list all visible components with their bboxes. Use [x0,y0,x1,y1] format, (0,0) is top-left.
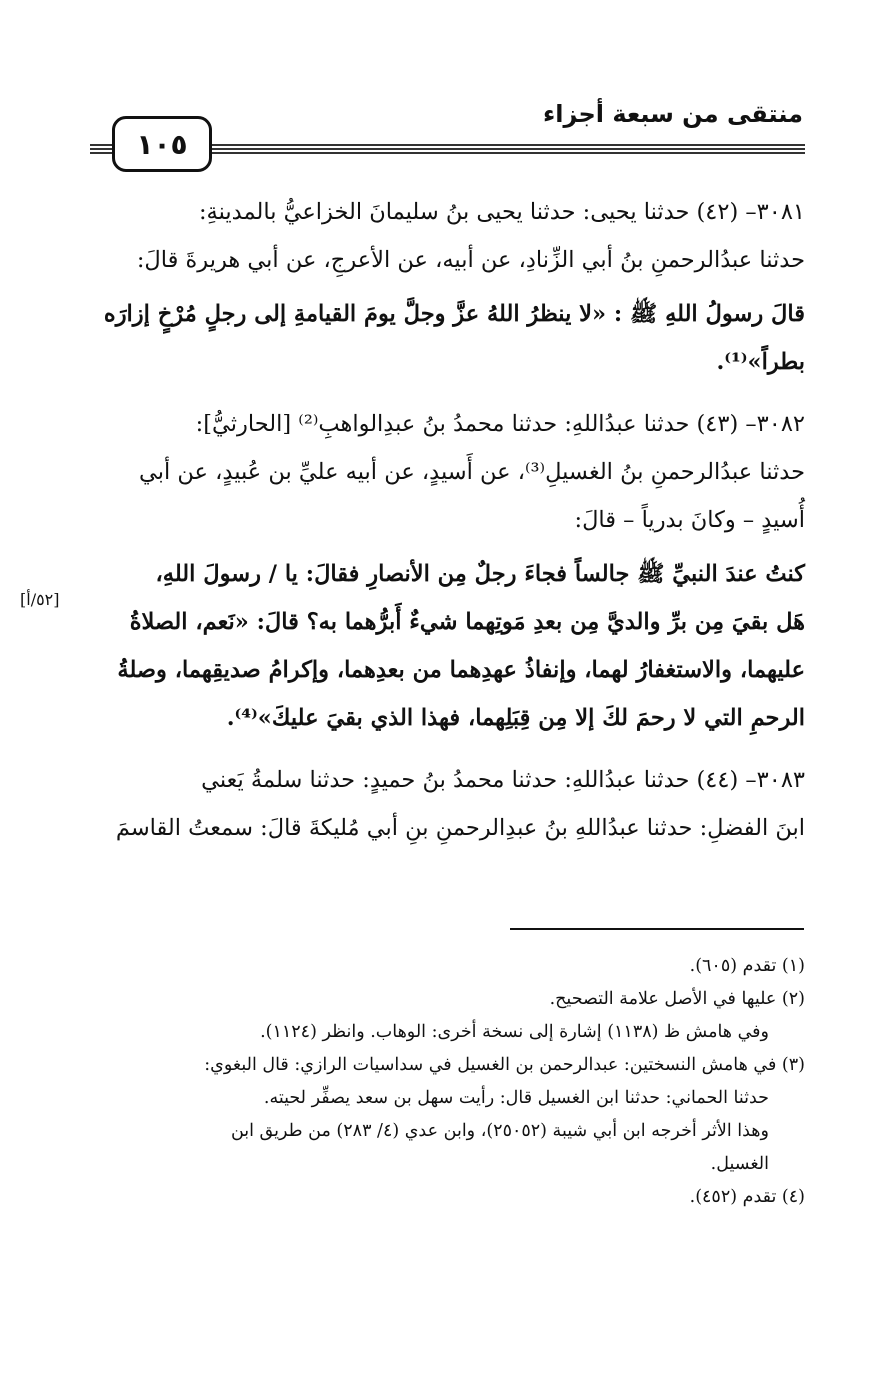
text-line: ٣٠٨٢– (٤٣) حدثنا عبدُاللهِ: حدثنا محمدُ بنُ عبدِالواهبِ⁽²⁾ [الحارثيُّ]: [195,411,805,437]
hadith-3081-matn [92,290,805,386]
footnote-4: (٤) تقدم (٤٥٢). [689,1187,805,1207]
footnote-2-continuation: وفي هامش ظ (١١٣٨) إشارة إلى نسخة أخرى: الوهاب. وانظر (١١٢٤). [260,1022,769,1042]
footnote-separator [510,928,804,930]
text-line: أُسيدٍ – وكانَ بدرياً – قالَ: [574,507,805,533]
footnote-3-continuation: وهذا الأثر أخرجه ابن أبي شيبة (٢٥٠٥٢)، وابن عدي (٤/ ٢٨٣) من طريق ابن [230,1121,769,1141]
text-line: كنتُ عندَ النبيِّ ﷺ جالساً فجاءَ رجلٌ مِن الأنصارِ فقالَ: يا / رسولَ اللهِ، [155,561,805,587]
running-title: منتقى من سبعة أجزاء [543,100,803,128]
text-line: حدثنا عبدُالرحمنِ بنُ الغسيلِ⁽³⁾، عن أَسيدٍ، عن أبيه عليِّ بن عُبيدٍ، عن أبي [139,459,805,485]
footnote-1: (١) تقدم (٦٠٥). [689,956,805,976]
text-line: ٣٠٨٣– (٤٤) حدثنا عبدُاللهِ: حدثنا محمدُ بنُ حميدٍ: حدثنا سلمةُ يَعني [201,767,805,793]
hadith-3082-isnad [92,400,805,544]
footnote-3: (٣) في هامش النسختين: عبدالرحمن بن الغسيل في سداسيات الرازي: قال البغوي: [204,1055,805,1075]
footnote-3-continuation: الغسيل. [710,1154,769,1174]
page-number: ١٠٥ [112,116,212,172]
hadith-3082-matn [92,550,805,742]
text-line: عليهما، والاستغفارُ لهما، وإنفاذُ عهدِهما من بعدِهما، وإكرامُ صديقِهما، وصلةُ [117,657,805,683]
text-line: قالَ رسولُ اللهِ ﷺ : «لا ينظرُ اللهُ عزَّ وجلَّ يومَ القيامةِ إلى رجلٍ مُرْخٍ إزارَه [103,301,805,327]
hadith-3081-isnad [92,188,805,284]
footnotes [92,950,805,1214]
footnote-3-continuation: حدثنا الحماني: حدثنا ابن الغسيل قال: رأيت سهل بن سعد يصفِّر لحيته. [263,1088,769,1108]
text-line: بطراً»⁽¹⁾. [716,349,805,375]
manuscript-folio-marker: [٥٢/أ] [20,590,60,609]
text-line: هَل بقيَ مِن برِّ والديَّ مِن بعدِ مَوتِهما شيءٌ أَبرُّهما به؟ قالَ: «نَعم، الصلاةُ [129,609,805,635]
text-line: ابنَ الفضلِ: حدثنا عبدُاللهِ بنُ عبدِالرحمنِ بنِ أبي مُليكةَ قالَ: سمعتُ القاسمَ [115,815,805,841]
hadith-3083-isnad [92,756,805,852]
text-line: ٣٠٨١– (٤٢) حدثنا يحيى: حدثنا يحيى بنُ سليمانَ الخزاعيُّ بالمدينةِ: [198,199,805,225]
footnote-2: (٢) عليها في الأصل علامة التصحيح. [549,989,805,1009]
text-line: الرحمِ التي لا رحمَ لكَ إلا مِن قِبَلِهما، فهذا الذي بقيَ عليكَ»⁽⁴⁾. [226,705,805,731]
main-text [92,188,805,858]
text-line: حدثنا عبدُالرحمنِ بنُ أبي الزِّنادِ، عن أبيه، عن الأعرجِ، عن أبي هريرةَ قالَ: [136,247,805,273]
